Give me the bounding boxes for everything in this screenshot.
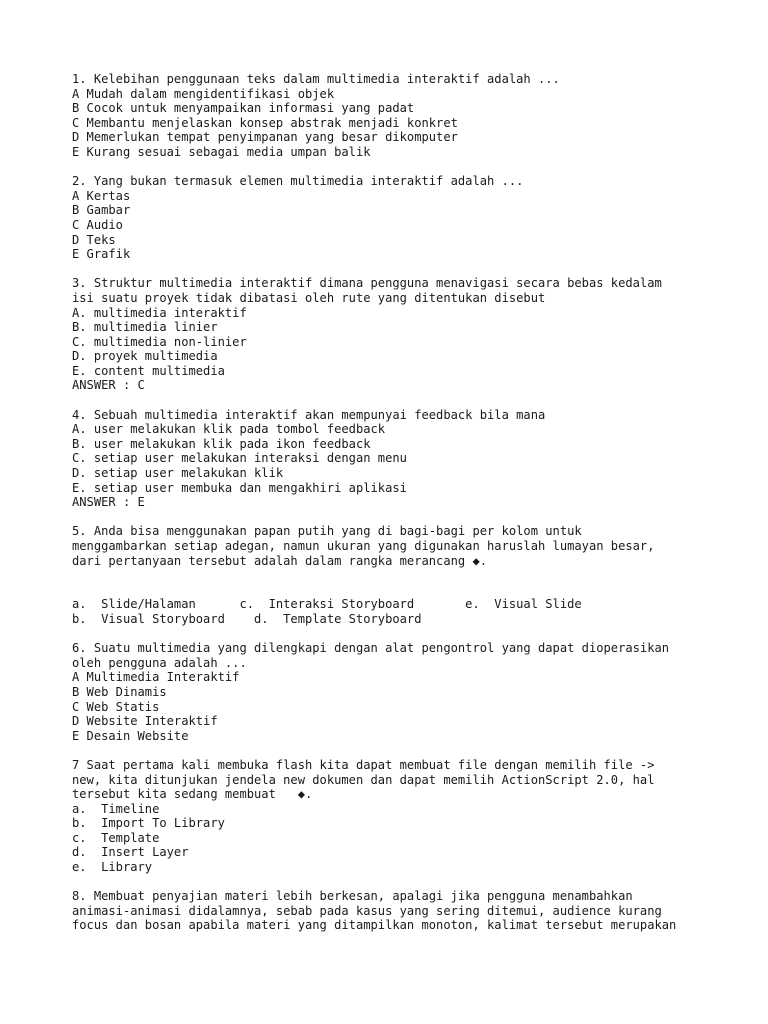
question-text: 2. Yang bukan termasuk elemen multimedia interaktif adalah ... bbox=[72, 174, 524, 189]
question-7 bbox=[72, 758, 732, 875]
question-8 bbox=[72, 889, 732, 933]
option-c: C Web Statis bbox=[72, 699, 160, 714]
option-e: E Kurang sesuai sebagai media umpan balik bbox=[72, 144, 371, 159]
option-e: E Desain Website bbox=[72, 728, 189, 743]
option-a: A Mudah dalam mengidentifikasi objek bbox=[72, 86, 335, 101]
option-a: A Multimedia Interaktif bbox=[72, 670, 240, 685]
option-d: D. proyek multimedia bbox=[72, 349, 218, 364]
document-body bbox=[72, 72, 732, 933]
option-c: C Membantu menjelaskan konsep abstrak menjadi konkret bbox=[72, 115, 458, 130]
question-4 bbox=[72, 408, 732, 510]
question-text: 4. Sebuah multimedia interaktif akan mempunyai feedback bila mana bbox=[72, 407, 546, 422]
question-text: 7 Saat pertama kali membuka flash kita dapat membuat file dengan memilih file -> bbox=[72, 757, 655, 772]
option-d: D Teks bbox=[72, 232, 116, 247]
option-c: C. multimedia non-linier bbox=[72, 334, 247, 349]
question-text-continued: tersebut kita sedang membuat ◆. bbox=[72, 787, 313, 802]
option-c: C. setiap user melakukan interaksi dengan menu bbox=[72, 451, 407, 466]
question-text: 8. Membuat penyajian materi lebih berkesan, apalagi jika pengguna menambahkan bbox=[72, 889, 633, 904]
question-6 bbox=[72, 641, 732, 743]
option-e: E. content multimedia bbox=[72, 363, 225, 378]
option-d: D Memerlukan tempat penyimpanan yang besar dikomputer bbox=[72, 130, 458, 145]
option-a: A. multimedia interaktif bbox=[72, 305, 247, 320]
option-a: A. user melakukan klik pada tombol feedback bbox=[72, 422, 386, 437]
option-e: e. Library bbox=[72, 860, 153, 875]
option-a: A Kertas bbox=[72, 188, 131, 203]
question-1 bbox=[72, 72, 732, 160]
question-5 bbox=[72, 524, 732, 626]
question-text-continued: dari pertanyaan tersebut adalah dalam rangka merancang ◆. bbox=[72, 553, 488, 568]
option-b: B. user melakukan klik pada ikon feedback bbox=[72, 436, 371, 451]
question-text-continued: oleh pengguna adalah ... bbox=[72, 655, 247, 670]
option-c: c. Template bbox=[72, 830, 160, 845]
option-b: B Gambar bbox=[72, 203, 131, 218]
option-c: C Audio bbox=[72, 217, 123, 232]
question-text: 6. Suatu multimedia yang dilengkapi dengan alat pengontrol yang dapat dioperasikan bbox=[72, 641, 670, 656]
question-text-continued: isi suatu proyek tidak dibatasi oleh rute yang ditentukan disebut bbox=[72, 290, 546, 305]
options-row-2: b. Visual Storyboard d. Template Storyboard bbox=[72, 611, 422, 626]
question-text-continued: new, kita ditunjukan jendela new dokumen dan dapat memilih ActionScript 2.0, hal bbox=[72, 772, 655, 787]
option-b: B Web Dinamis bbox=[72, 684, 167, 699]
option-b: B. multimedia linier bbox=[72, 320, 218, 335]
question-text: 5. Anda bisa menggunakan papan putih yang di bagi-bagi per kolom untuk bbox=[72, 524, 582, 539]
option-a: a. Timeline bbox=[72, 801, 160, 816]
options-row-1: a. Slide/Halaman c. Interaksi Storyboard e. Visual Slide bbox=[72, 597, 582, 612]
question-text-continued: animasi-animasi didalamnya, sebab pada kasus yang sering ditemui, audience kurang bbox=[72, 903, 662, 918]
question-text-continued: focus dan bosan apabila materi yang ditampilkan monoton, kalimat tersebut merupakan bbox=[72, 918, 677, 933]
answer-key: ANSWER : E bbox=[72, 495, 145, 510]
option-b: b. Import To Library bbox=[72, 816, 225, 831]
option-d: d. Insert Layer bbox=[72, 845, 189, 860]
question-3 bbox=[72, 276, 732, 393]
question-2 bbox=[72, 174, 732, 262]
question-text-continued: menggambarkan setiap adegan, namun ukuran yang digunakan haruslah lumayan besar, bbox=[72, 539, 655, 553]
question-text: 1. Kelebihan penggunaan teks dalam multimedia interaktif adalah ... bbox=[72, 72, 560, 86]
option-e: E. setiap user membuka dan mengakhiri aplikasi bbox=[72, 480, 407, 495]
option-b: B Cocok untuk menyampaikan informasi yang padat bbox=[72, 101, 415, 116]
question-text: 3. Struktur multimedia interaktif dimana pengguna menavigasi secara bebas kedalam bbox=[72, 276, 662, 291]
option-d: D Website Interaktif bbox=[72, 714, 218, 729]
answer-key: ANSWER : C bbox=[72, 378, 145, 393]
option-d: D. setiap user melakukan klik bbox=[72, 466, 284, 481]
option-e: E Grafik bbox=[72, 247, 131, 262]
